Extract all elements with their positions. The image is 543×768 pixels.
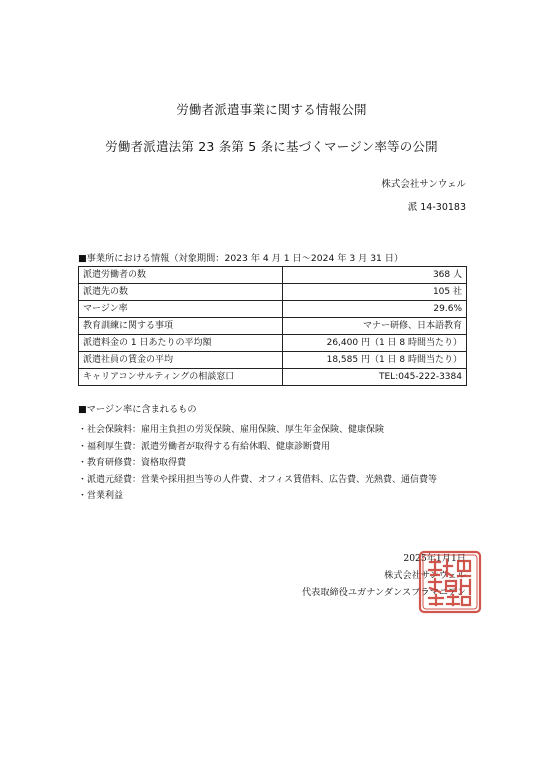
- list-item: ・社会保険料：雇用主負担の労災保険、雇用保険、厚生年金保険、健康保険: [78, 425, 385, 435]
- company-name: 株式会社サンウェル: [381, 179, 466, 190]
- row-value: 26,400 円（1 日 8 時間当たり）: [283, 335, 467, 352]
- table-row: [79, 318, 467, 335]
- company-seal-icon: [416, 548, 484, 616]
- row-value: TEL:045-222-3384: [283, 369, 467, 386]
- list-item: ・派遣元経費：営業や採用担当等の人件費、オフィス賃借料、広告費、光熱費、通信費等: [78, 474, 438, 485]
- row-value: 18,585 円（1 日 8 時間当たり）: [283, 352, 467, 369]
- table-row: [79, 369, 467, 386]
- signature-representative: 代表取締役ユガナンダンスブラマニアン: [302, 587, 466, 598]
- row-label: 派遣労働者の数: [79, 267, 283, 284]
- table-row: [79, 335, 467, 352]
- row-label: キャリアコンサルティングの相談窓口: [79, 369, 283, 386]
- row-label: マージン率: [79, 301, 283, 318]
- document-title: 労働者派遣事業に関する情報公開: [176, 102, 367, 117]
- license-number: 派 14-30183: [407, 202, 466, 213]
- table-row: [79, 267, 467, 284]
- row-label: 派遣先の数: [79, 284, 283, 301]
- table-row: [79, 352, 467, 369]
- section-heading-margin-items: ■マージン率に含まれるもの: [78, 404, 197, 415]
- row-label: 教育訓練に関する事項: [79, 318, 283, 335]
- table-row: [79, 301, 467, 318]
- row-label: 派遣社員の賃金の平均: [79, 352, 283, 369]
- row-value: 29.6%: [283, 301, 467, 318]
- office-info-table: [78, 266, 467, 386]
- row-label: 派遣料金の 1 日あたりの平均額: [79, 335, 283, 352]
- list-item: ・営業利益: [78, 491, 124, 501]
- list-item: ・教育研修費：資格取得費: [78, 458, 187, 468]
- document-subtitle: 労働者派遣法第 23 条第 5 条に基づくマージン率等の公開: [105, 139, 438, 154]
- signature-date: 2025年1月1日: [403, 553, 466, 564]
- row-value: 368 人: [283, 267, 467, 284]
- table-row: [79, 284, 467, 301]
- section-heading-office-info: ■事業所における情報（対象期間：2023 年 4 月 1 日～2024 年 3 月 31 日）: [78, 253, 404, 264]
- row-value: 105 社: [283, 284, 467, 301]
- signature-company: 株式会社サンウェル: [384, 570, 466, 581]
- margin-items-list: [78, 422, 437, 505]
- list-item: ・福利厚生費：派遣労働者が取得する有給休暇、健康診断費用: [78, 441, 331, 452]
- row-value: マナー研修、日本語教育: [283, 318, 467, 335]
